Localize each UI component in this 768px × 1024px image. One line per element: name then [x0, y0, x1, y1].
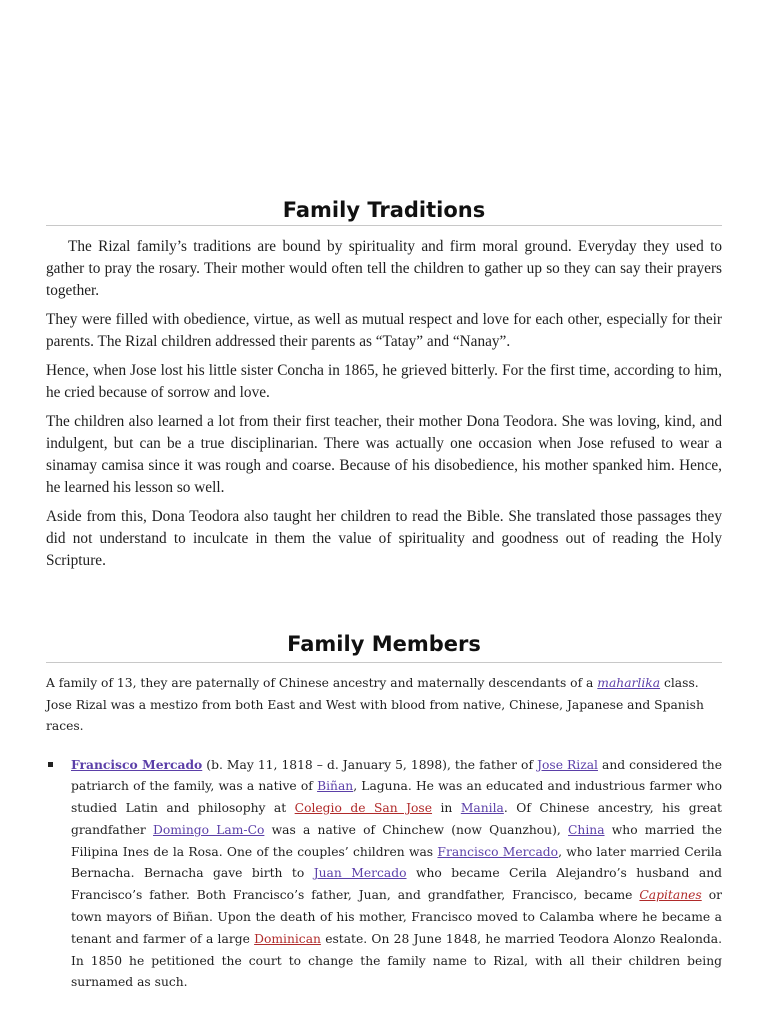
paragraph: They were filled with obedience, virtue, as well as mutual respect and love for each other, especially for their parents. The Rizal children addressed their parents as “Tatay” and “Nanay”.	[46, 311, 722, 350]
paragraph: The children also learned a lot from their first teacher, their mother Dona Teodora. She was loving, kind, and indulgent, but can be a true disciplinarian. There was actually one occasion when Jose refused to wear a sinamay camisa since it was rough and coarse. Because of his disobedience, his mother spanked him. Hence, he learned his lesson so well.	[46, 413, 722, 496]
members-intro	[46, 673, 722, 738]
link-china[interactable]: China	[568, 822, 605, 837]
link-maharlika[interactable]: maharlika	[597, 676, 661, 690]
item-text: (b. May 11, 1818 – d. January 5, 1898), the father of	[202, 757, 538, 772]
link-jose-rizal[interactable]: Jose Rizal	[537, 757, 598, 772]
item-text: and considered the patriarch of the family, was a native of	[71, 757, 722, 794]
title-divider	[46, 662, 722, 663]
item-text: . Of Chinese ancestry, his great grandfather	[71, 801, 722, 837]
family-members-list	[46, 754, 722, 995]
list-item-francisco-mercado	[46, 754, 722, 995]
link-manila[interactable]: Manila	[460, 801, 504, 816]
paragraph: Aside from this, Dona Teodora also taught her children to read the Bible. She translated those passages they did not understand to inculcate in them the value of spirituality and goodness out of reading the Holy Scripture.	[46, 508, 722, 569]
link-francisco-mercado-2[interactable]: Francisco Mercado	[437, 844, 559, 859]
members-body	[46, 673, 722, 994]
link-domingo-lam-co[interactable]: Domingo Lam-Co	[153, 822, 265, 837]
intro-text: class. Jose Rizal was a mestizo from both East and West with blood from native, Chinese, Japanese and Spanish races.	[46, 676, 704, 733]
paragraph: The Rizal family’s traditions are bound by spirituality and firm moral ground. Everyday they used to gather to pray the rosary. Their mother would often tell the children to gather up so they can say their prayers together.	[46, 238, 722, 299]
item-text: or town mayors of Biñan. Upon the death of his mother, Francisco moved to Calamba where he became a tenant and farmer of a large	[71, 888, 722, 946]
link-capitanes[interactable]: Capitanes	[639, 888, 702, 903]
paragraph: Hence, when Jose lost his little sister Concha in 1865, he grieved bitterly. For the first time, according to him, he cried because of sorrow and love.	[46, 362, 722, 401]
item-text: who married the Filipina Ines de la Rosa. One of the couples’ children was	[71, 822, 722, 859]
section-title-family-members: Family Members	[287, 632, 481, 656]
item-text: who became Cerila Alejandro’s husband and Francisco’s father. Both Francisco’s father, Juan, and grandfather, Francisco, became	[71, 866, 722, 903]
section-title-family-traditions: Family Traditions	[282, 198, 486, 222]
link-juan-mercado[interactable]: Juan Mercado	[313, 866, 407, 881]
traditions-body	[46, 236, 722, 579]
link-francisco-mercado[interactable]: Francisco Mercado	[71, 756, 203, 772]
bullet-icon	[48, 762, 53, 767]
item-text: estate. On 28 June 1848, he married Teodora Alonzo Realonda. In 1850 he petitioned the court to change the family name to Rizal, with all their children being surnamed as such.	[71, 931, 722, 990]
item-text: was a native of Chinchew (now Quanzhou),	[264, 822, 569, 837]
intro-text: A family of 13, they are paternally of Chinese ancestry and maternally descendants of a	[46, 676, 598, 690]
link-colegio-de-san-jose[interactable]: Colegio de San Jose	[294, 801, 433, 816]
item-text: , Laguna. He was an educated and industrious farmer who studied Latin and philosophy at	[71, 779, 722, 816]
link-dominican[interactable]: Dominican	[254, 931, 321, 946]
title-divider	[46, 225, 722, 226]
item-text: , who later married Cerila Bernacha. Bernacha gave birth to	[71, 844, 722, 881]
item-text: in	[432, 801, 461, 816]
link-binan[interactable]: Biñan	[317, 779, 354, 794]
